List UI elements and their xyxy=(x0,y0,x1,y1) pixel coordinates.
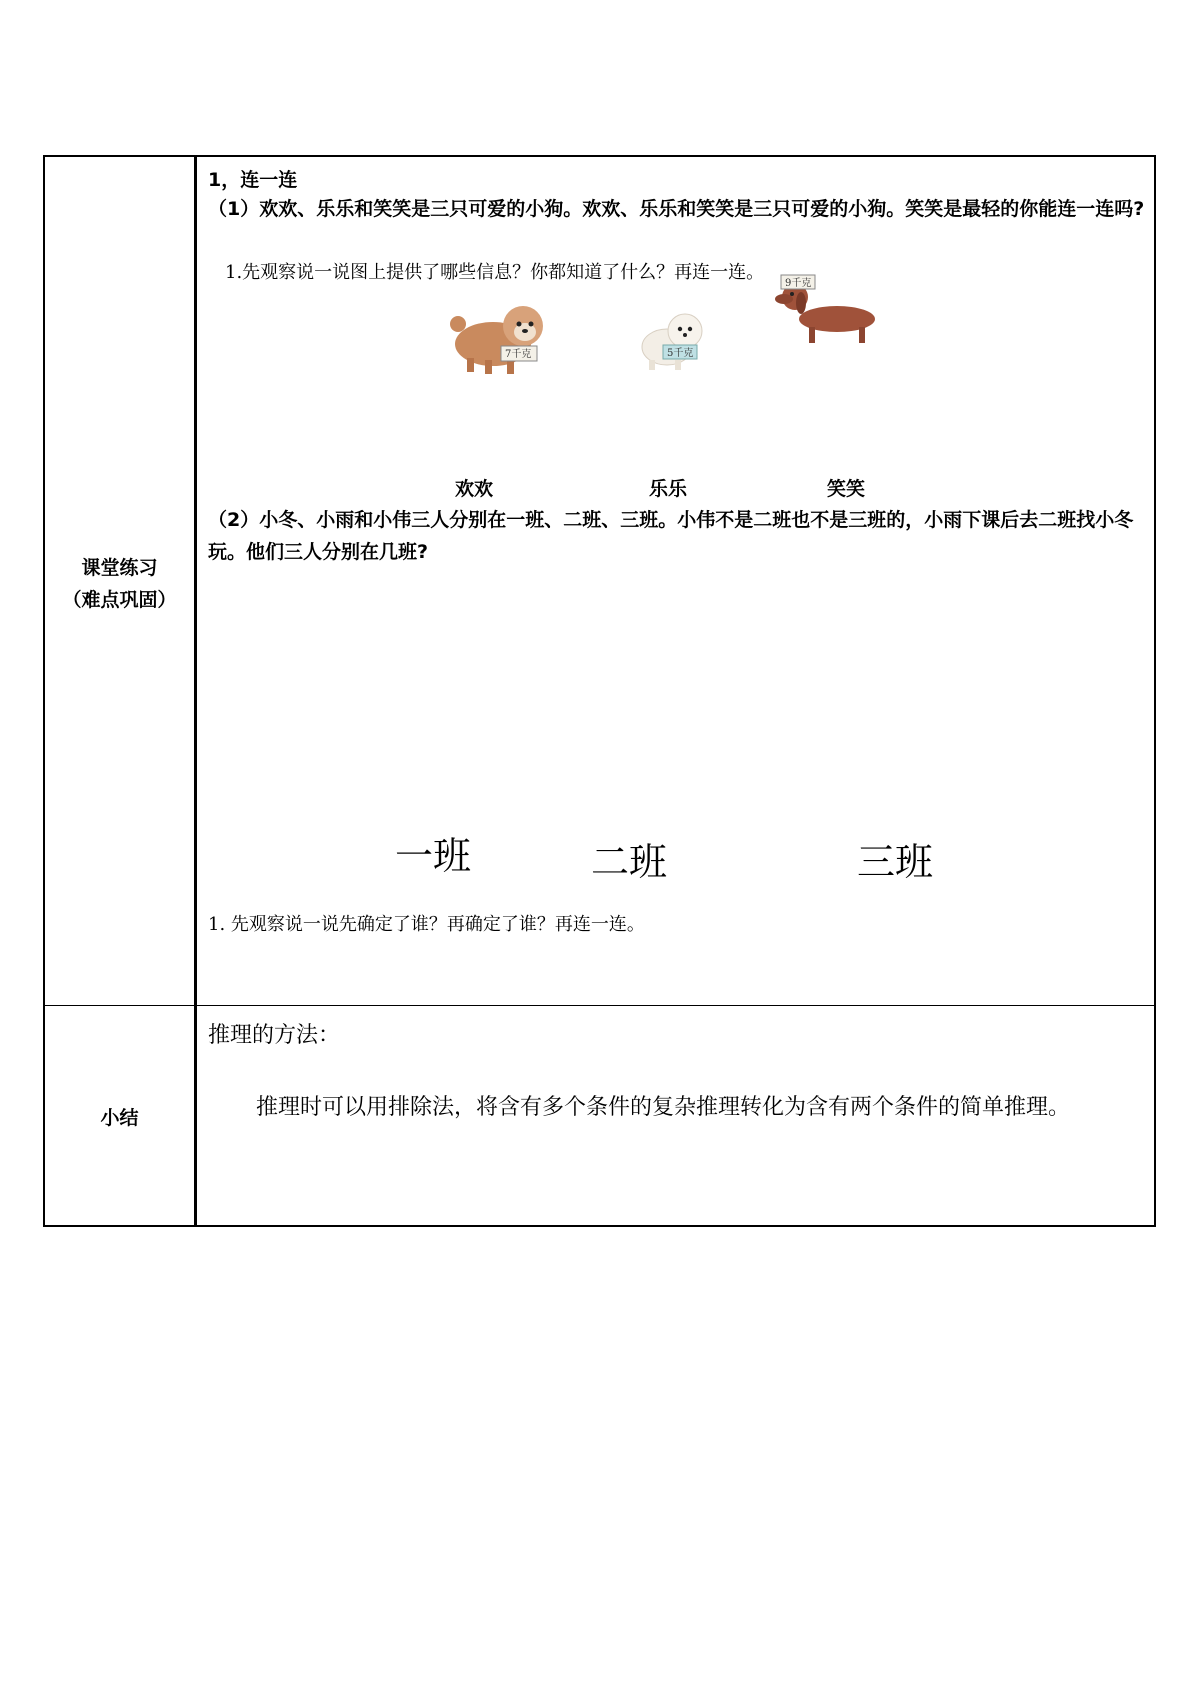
row-label-practice xyxy=(45,552,194,616)
dachshund-weight-label: 9千克 xyxy=(785,278,812,289)
pug-dog-icon xyxy=(445,302,555,381)
class-label-1: 一班 xyxy=(395,834,472,878)
dog-name-huanhuan: 欢欢 xyxy=(455,478,494,500)
section-title: 1，连一连 xyxy=(208,169,298,191)
fluffy-weight-label: 5千克 xyxy=(667,348,694,359)
problem-1-instruction: 1.先观察说一说图上提供了哪些信息？你都知道了什么？再连一连。 xyxy=(225,262,765,283)
row-label-practice-line2: （难点巩固） xyxy=(62,589,177,611)
pug-weight-label: 7千克 xyxy=(505,349,532,360)
dog-name-lele: 乐乐 xyxy=(649,478,688,500)
summary-body: 推理时可以用排除法，将含有多个条件的复杂推理转化为含有两个条件的简单推理。 xyxy=(256,1095,1071,1120)
problem-1-text: （1）欢欢、乐乐和笑笑是三只可爱的小狗。欢欢、乐乐和笑笑是三只可爱的小狗。笑笑是最轻的你能连一连吗? xyxy=(208,198,1145,220)
problem-2-text: （2）小冬、小雨和小伟三人分别在一班、二班、三班。小伟不是二班也不是三班的，小雨下课后去二班找小冬玩。他们三人分别在几班? xyxy=(208,509,1134,563)
class-label-3: 三班 xyxy=(857,840,934,884)
row-divider xyxy=(45,1005,1154,1006)
column-divider xyxy=(194,157,197,1225)
class-label-2: 二班 xyxy=(591,840,668,884)
worksheet-table xyxy=(43,155,1156,1227)
row-label-practice-line1: 课堂练习 xyxy=(81,557,158,579)
dog-name-xiaoxiao: 笑笑 xyxy=(827,478,866,500)
fluffy-dog-icon xyxy=(635,305,715,379)
dachshund-dog-icon xyxy=(775,269,885,353)
problem-2-instruction: 1. 先观察说一说先确定了谁？再确定了谁？再连一连。 xyxy=(208,914,645,935)
row-label-summary: 小结 xyxy=(100,1107,139,1129)
summary-title: 推理的方法： xyxy=(208,1023,341,1048)
